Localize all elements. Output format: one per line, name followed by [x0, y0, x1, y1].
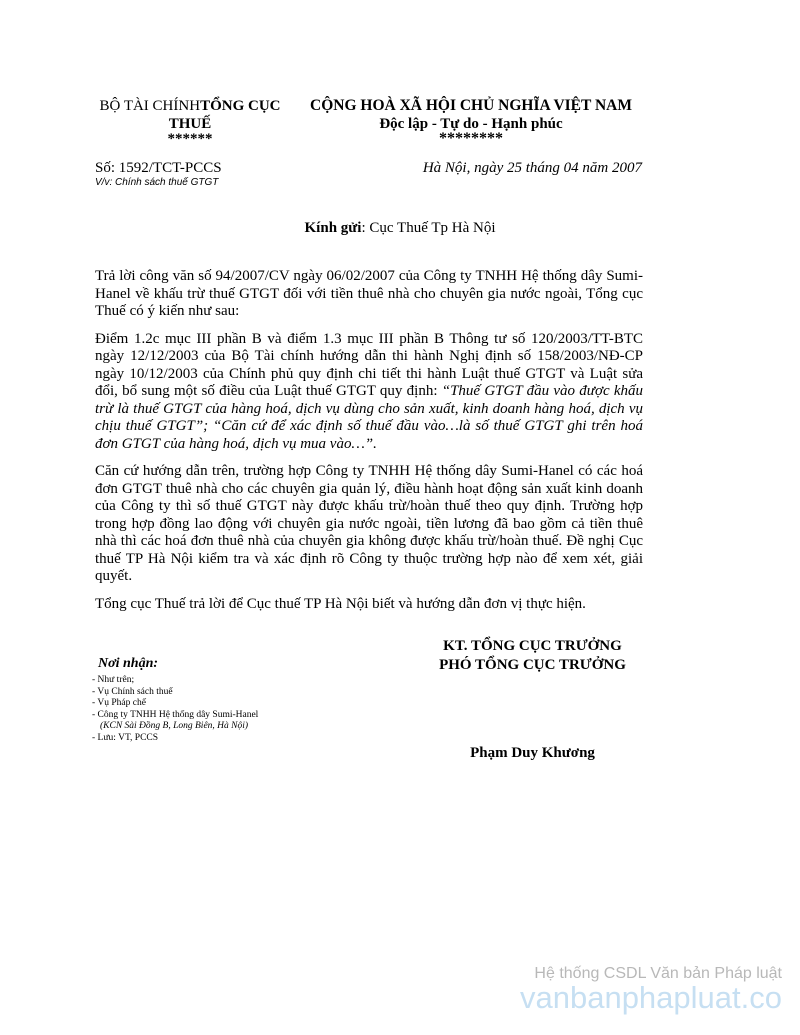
signature-title-2: PHÓ TỔNG CỤC TRƯỞNG	[439, 657, 626, 673]
issuing-agency	[85, 97, 295, 145]
document-date: Hà Nội, ngày 25 tháng 04 năm 2007	[422, 160, 642, 176]
watermark-caption: Hệ thống CSDL Văn bản Pháp luật	[534, 965, 782, 982]
watermark-url: vanbanphapluat.co	[519, 980, 782, 1015]
paragraph-2-quote: “Thuế GTGT đầu vào được khấu trừ là thuế GTGT của hàng hoá, dịch vụ dùng cho sản xuất, kinh doanh hàng hoá, dịch vụ chịu thuế GTGT”; “Căn cứ để xác định số thuế đầu vào…là số thuế GTGT ghi trên hoá đơn GTGT của hàng hoá, dịch vụ mua vào…”.	[95, 383, 643, 452]
recipient-item: - Vụ Pháp chế	[92, 698, 146, 708]
nation-name: CỘNG HOÀ XÃ HỘI CHỦ NGHĨA VIỆT NAM	[310, 97, 632, 114]
paragraph-4: Tổng cục Thuế trả lời để Cục thuế TP Hà Nội biết và hướng dẫn đơn vị thực hiện.	[95, 595, 586, 612]
paragraph-2-text: Điểm 1.2c mục III phần B và điểm 1.3 mục III phần B Thông tư số 120/2003/TT-BTC ngày 12/12/2003 của Bộ Tài chính hướng dẫn thi hành Nghị định số 158/2003/NĐ-CP ngày 10/12/2003 của Chính phủ quy định chi tiết thi hành Luật thuế GTGT và Luật sửa đổi, bổ sung một số điều của Luật thuế GTGT quy định:	[95, 330, 643, 399]
ministry-name: BỘ TÀI CHÍNH	[99, 98, 201, 114]
national-header	[296, 97, 646, 145]
signature-block	[420, 637, 645, 675]
nation-stars: ********	[439, 130, 503, 147]
recipients-title: Nơi nhận:	[98, 656, 159, 671]
signature-title-1: KT. TỔNG CỤC TRƯỞNG	[443, 638, 622, 654]
document-body	[95, 268, 643, 623]
recipients-list	[92, 675, 258, 744]
department-name: TỔNG CỤC THUẾ	[168, 98, 281, 132]
signer-name: Phạm Duy Khương	[470, 745, 595, 761]
paragraph-1: Trả lời công văn số 94/2007/CV ngày 06/02/2007 của Công ty TNHH Hệ thống dây Sumi-Hanel về khấu trừ thuế GTGT đối với tiền thuê nhà cho chuyên gia nước ngoài, Tổng cục Thuế có ý kiến như sau:	[95, 268, 643, 319]
recipient-item: - Lưu: VT, PCCS	[92, 732, 159, 743]
ministry-stars: ******	[167, 131, 213, 147]
recipient-label: Kính gửi	[304, 220, 362, 236]
recipient-item: - Như trên;	[92, 675, 135, 685]
recipient-name: : Cục Thuế Tp Hà Nội	[361, 220, 496, 236]
paragraph-3: Căn cứ hướng dẫn trên, trường hợp Công ty TNHH Hệ thống dây Sumi-Hanel có các hoá đơn GTGT thuê nhà cho các chuyên gia quản lý, điều hành hoạt động sản xuất kinh doanh của Công ty thì số thuế GTGT này được khấu trừ/hoàn thuế theo quy định. Trường hợp trong hợp đồng lao động với chuyên gia nước ngoài, tiền lương đã bao gồm cả tiền thuê nhà thì các hoá đơn thuê nhà của chuyên gia không được khấu trừ/hoàn thuế. Đề nghị Cục thuế TP Hà Nội kiểm tra và xác định rõ Công ty thuộc trường hợp nào để xem xét, giải quyết.	[95, 463, 643, 584]
nation-motto: Độc lập - Tự do - Hạnh phúc	[379, 116, 563, 132]
document-number: Số: 1592/TCT-PCCS	[95, 160, 222, 176]
recipient-item-address: (KCN Sài Đồng B, Long Biên, Hà Nội)	[100, 721, 249, 731]
document-subject: V/v: Chính sách thuế GTGT	[95, 177, 219, 188]
recipient-item: - Vụ Chính sách thuế	[92, 686, 173, 697]
recipient-line	[0, 220, 800, 237]
paragraph-2	[95, 331, 643, 454]
recipient-item: - Công ty TNHH Hệ thống dây Sumi-Hanel	[92, 709, 259, 720]
